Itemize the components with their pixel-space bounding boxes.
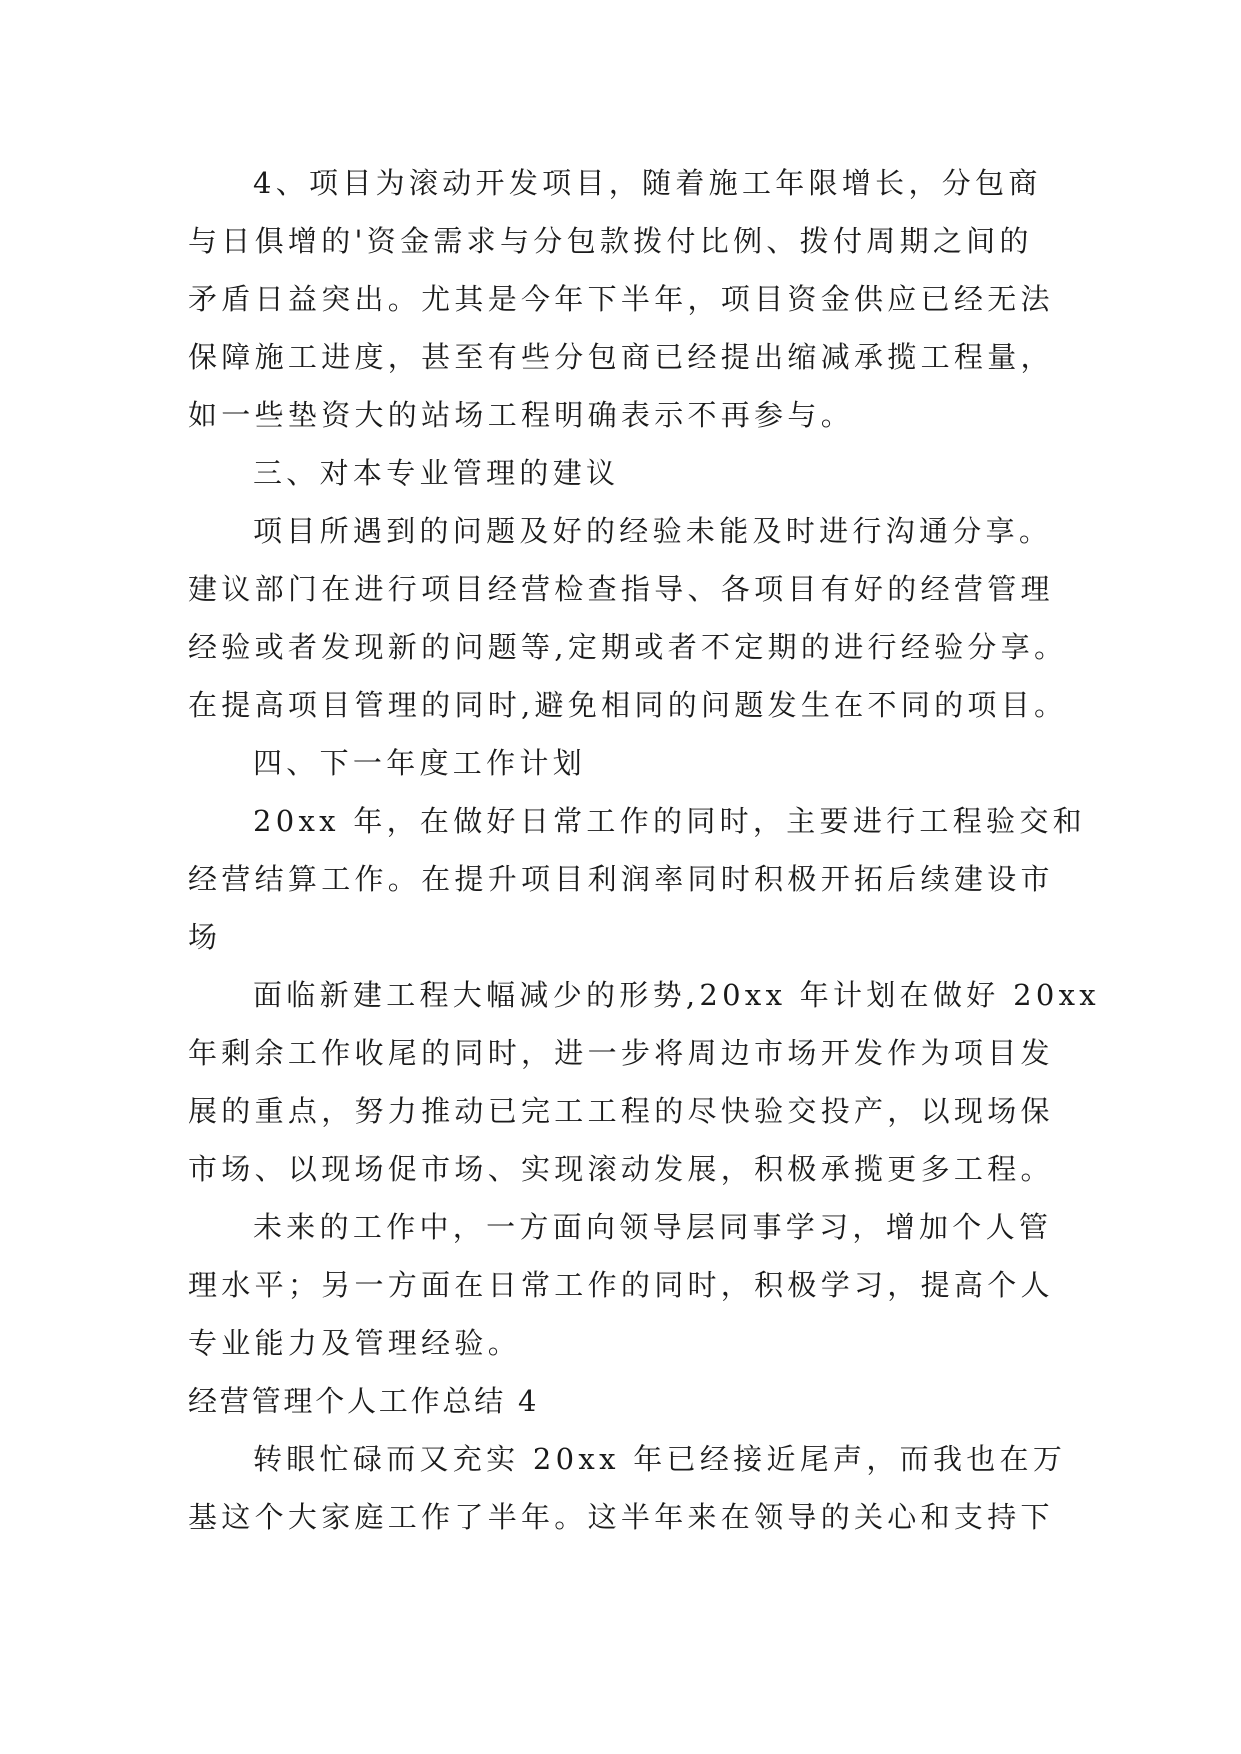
paragraph-line: 专业能力及管理经验。	[188, 1326, 522, 1360]
paragraph-line: 年剩余工作收尾的同时，进一步将周边市场开发作为项目发	[188, 1036, 1054, 1070]
document-title: 经营管理个人工作总结 4	[188, 1384, 540, 1418]
paragraph-line: 未来的工作中，一方面向领导层同事学习，增加个人管	[253, 1210, 1053, 1244]
section-heading: 四、下一年度工作计划	[253, 746, 587, 780]
paragraph-line: 保障施工进度，甚至有些分包商已经提出缩减承揽工程量，	[188, 340, 1054, 374]
section-heading: 三、对本专业管理的建议	[253, 456, 620, 490]
paragraph-line: 与日俱增的'资金需求与分包款拨付比例、拨付周期之间的	[188, 224, 1033, 258]
paragraph-line: 4、项目为滚动开发项目，随着施工年限增长，分包商	[253, 166, 1042, 200]
paragraph-line: 经营结算工作。在提升项目利润率同时积极开拓后续建设市	[188, 862, 1054, 896]
paragraph-line: 面临新建工程大幅减少的形势,20xx 年计划在做好 20xx	[253, 978, 1100, 1012]
paragraph-line: 20xx 年，在做好日常工作的同时，主要进行工程验交和	[253, 804, 1086, 838]
paragraph-line: 项目所遇到的问题及好的经验未能及时进行沟通分享。	[253, 514, 1053, 548]
paragraph-line: 场	[188, 920, 222, 954]
paragraph-line: 矛盾日益突出。尤其是今年下半年，项目资金供应已经无法	[188, 282, 1054, 316]
paragraph-line: 市场、以现场促市场、实现滚动发展，积极承揽更多工程。	[188, 1152, 1054, 1186]
paragraph-line: 展的重点，努力推动已完工工程的尽快验交投产，以现场保	[188, 1094, 1054, 1128]
paragraph-line: 理水平；另一方面在日常工作的同时，积极学习，提高个人	[188, 1268, 1054, 1302]
paragraph-line: 经验或者发现新的问题等,定期或者不定期的进行经验分享。	[188, 630, 1068, 664]
paragraph-line: 基这个大家庭工作了半年。这半年来在领导的关心和支持下	[188, 1500, 1054, 1534]
paragraph-line: 建议部门在进行项目经营检查指导、各项目有好的经营管理	[188, 572, 1054, 606]
paragraph-line: 转眼忙碌而又充实 20xx 年已经接近尾声，而我也在万	[253, 1442, 1067, 1476]
paragraph-line: 如一些垫资大的站场工程明确表示不再参与。	[188, 398, 855, 432]
paragraph-line: 在提高项目管理的同时,避免相同的问题发生在不同的项目。	[188, 688, 1068, 722]
